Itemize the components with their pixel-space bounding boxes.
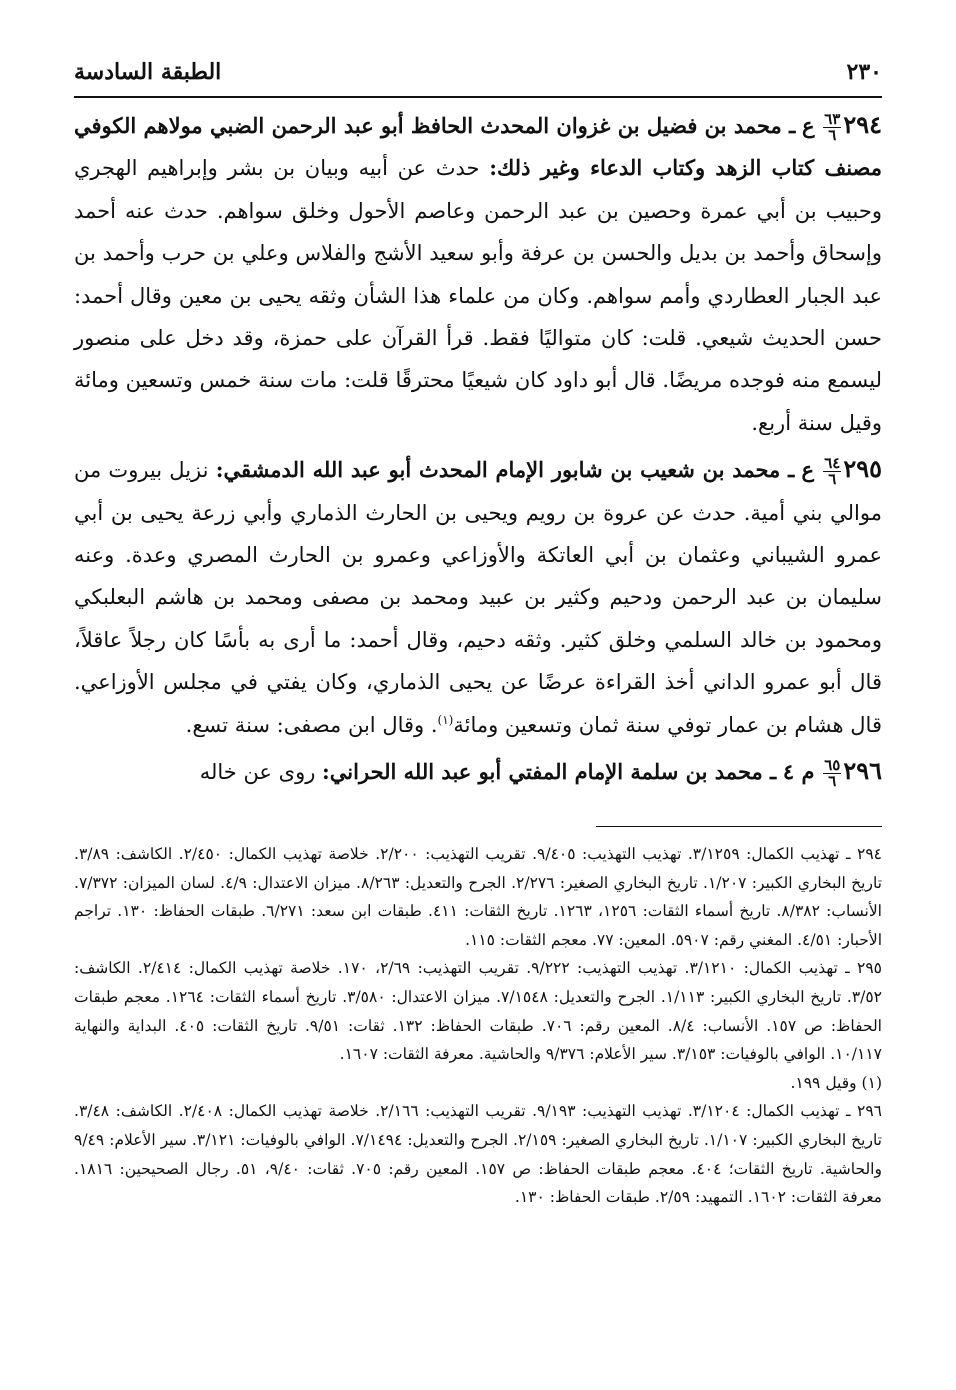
page-header [74, 52, 882, 92]
entry-fraction: $\frac{٦٥}{٦}$ [824, 756, 841, 791]
entry-code: ع [801, 113, 815, 138]
footnotes [74, 840, 882, 1212]
entry-296 [74, 750, 882, 793]
entry-body: نزيل بيروت من موالي بني أمية. حدث عن عروة بن رويم ويحيى بن الحارث الذماري وأبي زرعة يحيى بن أبي عمرو الشيباني وعثمان بن أبي العاتكة والأوزاعي وعمرو بن الحارث المصري وعدة. وعنه سليمان بن عبد الرحمن ودحيم وكثير بن عبيد ومحمد بن مصفى ومحمد بن هاشم البعلبكي ومحمود بن خالد السلمي وخلق كثير. وثقه دحيم، وقال أحمد: ما أرى به بأسًا كان رجلاً عاقلاً، قال أبو عمرو الداني أخذ القراءة عرضًا عن يحيى الذماري، وكان يفتي في مجلس الأوزاعي. قال هشام بن عمار توفي سنة ثمان وتسعين ومائة [74, 458, 882, 737]
entry-294 [74, 104, 882, 444]
footnote-1: (١) وقيل ١٩٩. [790, 1073, 882, 1092]
footnote-rule [596, 826, 882, 827]
entry-number: ٢٩٤ [843, 110, 882, 139]
footnote-ref: (١) [437, 712, 454, 727]
footnote-294: ٢٩٤ ـ تهذيب الكمال: ٣/١٢٥٩. تهذيب التهذيب: ٩/٤٠٥. تقريب التهذيب: ٢/٢٠٠. خلاصة تهذيب الكمال: ٢/٤٥٠. الكاشف: ٣/٨٩. تاريخ البخاري الكبير: ١/٢٠٧. تاريخ البخاري الصغير: ٢/٢٧٦. الجرح والتعديل: ٨/٢٦٣. ميزان الاعتدال: ٤/٩. لسان الميزان: ٧/٣٧٢. الأنساب: ٨/٣٨٢. تاريخ أسماء الثقات: ١٢٥٦، ١٢٦٣. تاريخ الثقات: ٤١١. طبقات ابن سعد: ٦/٢٧١. طبقات الحفاظ: ١٣٠. تراجم الأحبار: ٤/٥١. المغني رقم: ٥٩٠٧. المعين: ٧٧. معجم الثقات: ١١٥. [74, 845, 882, 949]
main-text [74, 104, 882, 794]
entry-title: ـ محمد بن سلمة الإمام المفتي أبو عبد الله الحراني: [322, 759, 777, 785]
entry-body: روى عن خاله [199, 760, 316, 785]
entry-body: حدث عن أبيه وبيان بن بشر وإبراهيم الهجري وحبيب بن أبي عمرة وحصين بن عبد الرحمن وعاصم الأحول وخلق سواهم. حدث عنه أحمد وإسحاق وأحمد بن بديل والحسن بن عرفة وأبو سعيد الأشج والفلاس وعلي بن حرب وأحمد بن عبد الجبار العطاردي وأمم سواهم. وكان من علماء هذا الشأن وثقه يحيى بن معين وقال أحمد: حسن الحديث شيعي. قلت: كان متواليًا فقط. قرأ القرآن على حمزة، وقد دخل على منصور ليسمع منه فوجده مريضًا. قال أبو داود كان شيعيًا محترقًا قلت: مات سنة خمس وتسعين ومائة وقيل سنة أربع. [74, 156, 882, 435]
entry-title: ـ محمد بن شعيب بن شابور الإمام المحدث أبو عبد الله الدمشقي: [215, 457, 795, 483]
running-title: الطبقة السادسة [74, 59, 222, 85]
entry-code: ع [801, 457, 814, 483]
entry-title: ـ محمد بن فضيل بن غزوان المحدث الحافظ أبو عبد الرحمن الضبي مولاهم الكوفي مصنف كتاب الزهد وكتاب الدعاء وغير ذلك: [74, 113, 882, 181]
entry-number: ٢٩٥ [843, 454, 882, 484]
entry-number: ٢٩٦ [843, 756, 882, 786]
entry-fraction: $\frac{٦٤}{٦}$ [824, 454, 841, 489]
footnote-295: ٢٩٥ ـ تهذيب الكمال: ٣/١٢١٠. تهذيب التهذيب: ٩/٢٢٢. تقريب التهذيب: ٢/٦٩، ١٧٠. خلاصة تهذيب الكمال: ٢/٤١٤. الكاشف: ٣/٥٢. تاريخ البخاري الكبير: ١/١١٣. الجرح والتعديل: ٧/١٥٤٨. ميزان الاعتدال: ٣/٥٨٠. تاريخ أسماء الثقات: ١٢٦٤. معجم طبقات الحفاظ: ص ١٥٧. الأنساب: ٨/٤. المعين رقم: ٧٠٦. طبقات الحفاظ: ١٣٢. ثقات: ٩/٥١. تاريخ الثقات: ٤٠٥. البداية والنهاية ١٠/١١٧. الوافي بالوفيات: ٣/١٥٣. سير الأعلام: ٩/٣٧٦ والحاشية. معرفة الثقات: ١٦٠٧. [74, 959, 883, 1064]
header-rule [74, 96, 882, 98]
footnote-296: ٢٩٦ ـ تهذيب الكمال: ٣/١٢٠٤. تهذيب التهذيب: ٩/١٩٣. تقريب التهذيب: ٢/١٦٦. خلاصة تهذيب الكمال: ٢/٤٠٨. الكاشف: ٣/٤٨. تاريخ البخاري الكبير: ١/١٠٧. تاريخ البخاري الصغير: ٢/١٥٩. الجرح والتعديل: ٧/١٤٩٤. الوافي بالوفيات: ٣/١٢١. سير الأعلام: ٩/٤٩ والحاشية. تاريخ الثقات؛ ٤٠٤. معجم طبقات الحفاظ: ص ١٥٧. المعين رقم: ٧٠٥. ثقات: ٩/٤٠، ٥١. رجال الصحيحين: ١٨١٦. معرفة الثقات: ١٦٠٢. التمهيد: ٢/٥٩. طبقات الحفاظ: ١٣٠. [74, 1102, 882, 1207]
entry-body-end: . وقال ابن مصفى: سنة تسع. [185, 712, 438, 737]
entry-code: م ٤ [782, 759, 815, 785]
entry-fraction: $\frac{٦٣}{٦}$ [824, 110, 841, 144]
page-number: ٢٣٠ [846, 59, 882, 85]
entry-295 [74, 448, 882, 746]
